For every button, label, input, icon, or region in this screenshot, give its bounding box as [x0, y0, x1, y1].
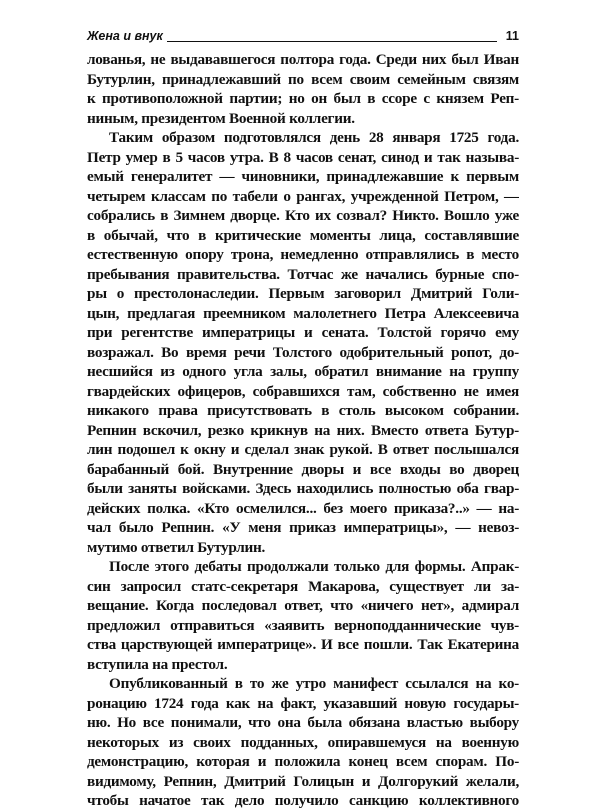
text-line: цын, предлагая преемником малолетнего Петра Алексеевича: [87, 304, 519, 322]
paragraph-first-line: Таким образом подготовлялся день 28 января 1725 года.: [109, 129, 519, 146]
text-line: собрались в Зимнем дворце. Кто их созвал? Никто. Вошло уже: [87, 207, 519, 224]
text-line: некоторых из своих подданных, опиравшемуся на военную: [87, 733, 519, 751]
text-line: лин подошел к окну и сделал знак рукой. В ответ послышался: [87, 441, 519, 458]
chapter-title: Жена и внук: [87, 28, 167, 44]
header-rule: [165, 41, 497, 42]
text-line: ниным, президентом Военной коллегии.: [87, 109, 355, 127]
text-line: Репнин вскочил, резко крикнув на них. Вместо ответа Бутур-: [87, 421, 519, 439]
text-line: ры о престолонаследии. Первым заговорил Дмитрий Голи-: [87, 285, 519, 302]
text-line: естественную опору трона, немедленно отправлялись в место: [87, 246, 519, 263]
text-line: гвардейских офицеров, собравшихся там, собственно не имея: [87, 382, 519, 400]
text-line: Бутурлин, принадлежавший по всем своим семейным связям: [87, 70, 519, 88]
text-line: в обычай, что в критические моменты лица, составлявшие: [87, 226, 519, 244]
text-line: барабанный бой. Внутренние дворы и все входы во дворец: [87, 460, 519, 478]
text-line: демонстрацию, которая и положила конец всем спорам. По-: [87, 753, 519, 770]
page-number: 11: [505, 29, 519, 43]
text-line: к противоположной партии; но он был в ссоре с князем Реп-: [87, 90, 519, 107]
text-line: лованья, не выдававшегося полтора года. Среди них был Иван: [87, 51, 519, 68]
text-line: емый генералитет — чиновники, принадлежавшие к первым: [87, 168, 519, 185]
text-line: дейских полка. «Кто осмелился... без моего приказа?..» — на-: [87, 499, 519, 517]
text-line: возражал. Во время речи Толстого одобрительный ропот, до-: [87, 343, 519, 361]
text-line: предложил отправиться «заявить верноподданнические чув-: [87, 616, 519, 634]
body-text: [87, 50, 519, 811]
text-line: вещание. Когда последовал ответ, что «ничего нет», адмирал: [87, 597, 519, 614]
text-line: чал было Репнин. «У меня приказ императрицы», — невоз-: [87, 519, 519, 536]
text-line: несшийся из одного угла залы, обратил внимание на группу: [87, 363, 519, 380]
text-line: син запросил статс-секретаря Макарова, существует ли за-: [87, 577, 519, 595]
text-line: мутимо ответил Бутурлин.: [87, 538, 266, 556]
text-line: никакого права присутствовать в столь высоком собрании.: [87, 402, 519, 419]
paragraph-first-line: Опубликованный в то же утро манифест ссылался на ко-: [109, 675, 519, 692]
text-line: Петр умер в 5 часов утра. В 8 часов сенат, синод и так называ-: [87, 148, 519, 166]
text-line: при регентстве императрицы и сената. Толстой горячо ему: [87, 324, 519, 341]
text-line: пребывания правительства. Тотчас же начались бурные спо-: [87, 265, 519, 283]
text-line: видимому, Репнин, Дмитрий Голицын и Долгорукий желали,: [87, 772, 519, 790]
text-line: четырем классам по табели о рангах, учрежденной Петром, —: [87, 187, 519, 205]
text-line: ства царствующей императрице». И все пошли. Так Екатерина: [87, 636, 519, 653]
paragraph-first-line: После этого дебаты продолжали только для формы. Апрак-: [109, 558, 519, 575]
running-header: [87, 26, 519, 48]
text-line: чтобы начатое так дело получило санкцию коллективного: [87, 792, 519, 809]
text-line: ронацию 1724 года как на факт, указавший новую государы-: [87, 694, 519, 712]
text-line: ню. Но все понимали, что она была обязана властью выбору: [87, 714, 519, 731]
text-line: были заняты войсками. Здесь находились полностью оба гвар-: [87, 480, 519, 497]
text-line: вступила на престол.: [87, 655, 228, 673]
